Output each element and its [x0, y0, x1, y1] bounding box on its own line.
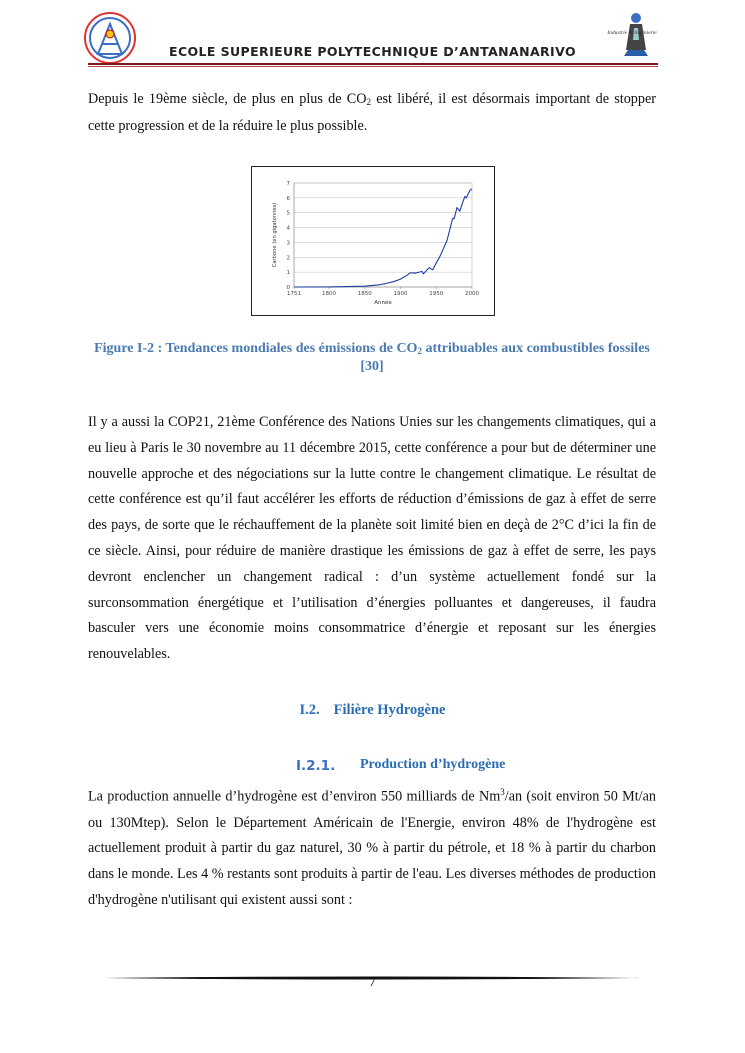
x-tick-label: 1950 — [429, 291, 444, 297]
y-axis-label: Carbone (en gigatonnes) — [272, 202, 278, 268]
section-number: I.2. — [299, 702, 320, 718]
y-tick-label: 2 — [286, 255, 290, 262]
co2-subscript: 2 — [366, 97, 371, 107]
figure-caption-text-b: attribuables aux combustibles fossiles [30] — [360, 341, 650, 374]
paragraph-cop21: Il y a aussi la COP21, 21ème Conférence des Nations Unies sur les changements climatiques, qui a eu lieu à Paris le 30 novembre au 11 décembre 2015, cette conférence a pour but de déterminer une nouvelle approche et des négociations sur la lutte contre le changement climatique. Le résultat de cette conférence est qu’il faut accélérer les efforts de réduction d’émissions de gaz à effet de serre des pays, de sorte que le réchauffement de la planète soit limité bien en deçà de 2°C d’ici la fin de ce siècle. Ainsi, pour réduire de manière drastique les émissions de gaz à effet de serre, les pays devront enclencher un changement radical : d’un système actuellement fondé sur la surconsommation énergétique et l’utilisation d’énergies polluantes et dangereuses, il faudra basculer vers une économie moins consommatrice d’énergie et reposant sur les énergies renouvelables. — [88, 414, 656, 663]
y-tick-label: 1 — [286, 270, 290, 277]
department-logo-text: Industrie & Ingénierie — [607, 30, 657, 36]
x-tick-label: 1800 — [322, 291, 337, 297]
header-rule-thin — [88, 66, 658, 67]
co2-emissions-chart — [252, 167, 494, 315]
page-number: 7 — [369, 975, 376, 990]
paragraph-intro-text-a: Depuis le 19ème siècle, de plus en plus de CO — [88, 91, 367, 107]
y-tick-label: 0 — [286, 285, 290, 291]
figure-caption — [88, 340, 656, 376]
footer-rule — [103, 967, 641, 970]
subsection-number: I.2.1. — [296, 758, 336, 774]
figure-caption-text-a: Figure I-2 : Tendances mondiales des émissions de CO — [94, 341, 418, 356]
x-tick-label: 1900 — [393, 291, 408, 297]
figure-caption-subscript: 2 — [417, 346, 422, 356]
school-logo — [82, 10, 138, 68]
cubic-superscript: 3 — [500, 787, 505, 797]
page-header-title: ECOLE SUPERIEURE POLYTECHNIQUE D’ANTANANARIVO — [169, 44, 576, 59]
paragraph-intro — [88, 87, 656, 140]
paragraph-hydrogen-production — [88, 780, 656, 914]
header-rule — [88, 63, 658, 65]
paragraph-hydrogen-text-b: /an (soit environ 50 Mt/an ou 130Mtep). Selon le Département Américain de l'Energie, environ 48% de l'hydrogène est actuellement produit à partir du gaz naturel, 30 % à partir du pétrole, et 18 % à partir du charbon dans le monde. Les 4 % restants sont produits à partir de l'eau. Les diverses méthodes de production d'hydrogène n'utilisant qui existent aussi sont : — [88, 788, 656, 908]
y-tick-label: 3 — [286, 240, 290, 247]
y-tick-label: 5 — [286, 210, 290, 217]
y-tick-label: 4 — [286, 225, 290, 232]
y-tick-label: 7 — [286, 181, 290, 187]
section-heading — [0, 701, 745, 719]
paragraph-hydrogen-text-a: La production annuelle d’hydrogène est d’environ 550 milliards de Nm — [88, 788, 501, 805]
subsection-title: Production d’hydrogène — [360, 757, 506, 772]
x-tick-label: 2000 — [465, 291, 479, 297]
x-axis-label: Année — [374, 300, 392, 306]
figure-frame — [251, 166, 495, 316]
x-tick-label: 1850 — [357, 291, 372, 297]
section-title: Filière Hydrogène — [333, 702, 446, 718]
plot-area — [294, 183, 472, 287]
y-tick-label: 6 — [286, 195, 290, 202]
paragraph-intro-text-b: est libéré, il est désormais important de stopper cette progression et de la réduire le plus possible. — [88, 91, 657, 134]
x-tick-label: 1751 — [287, 291, 301, 297]
